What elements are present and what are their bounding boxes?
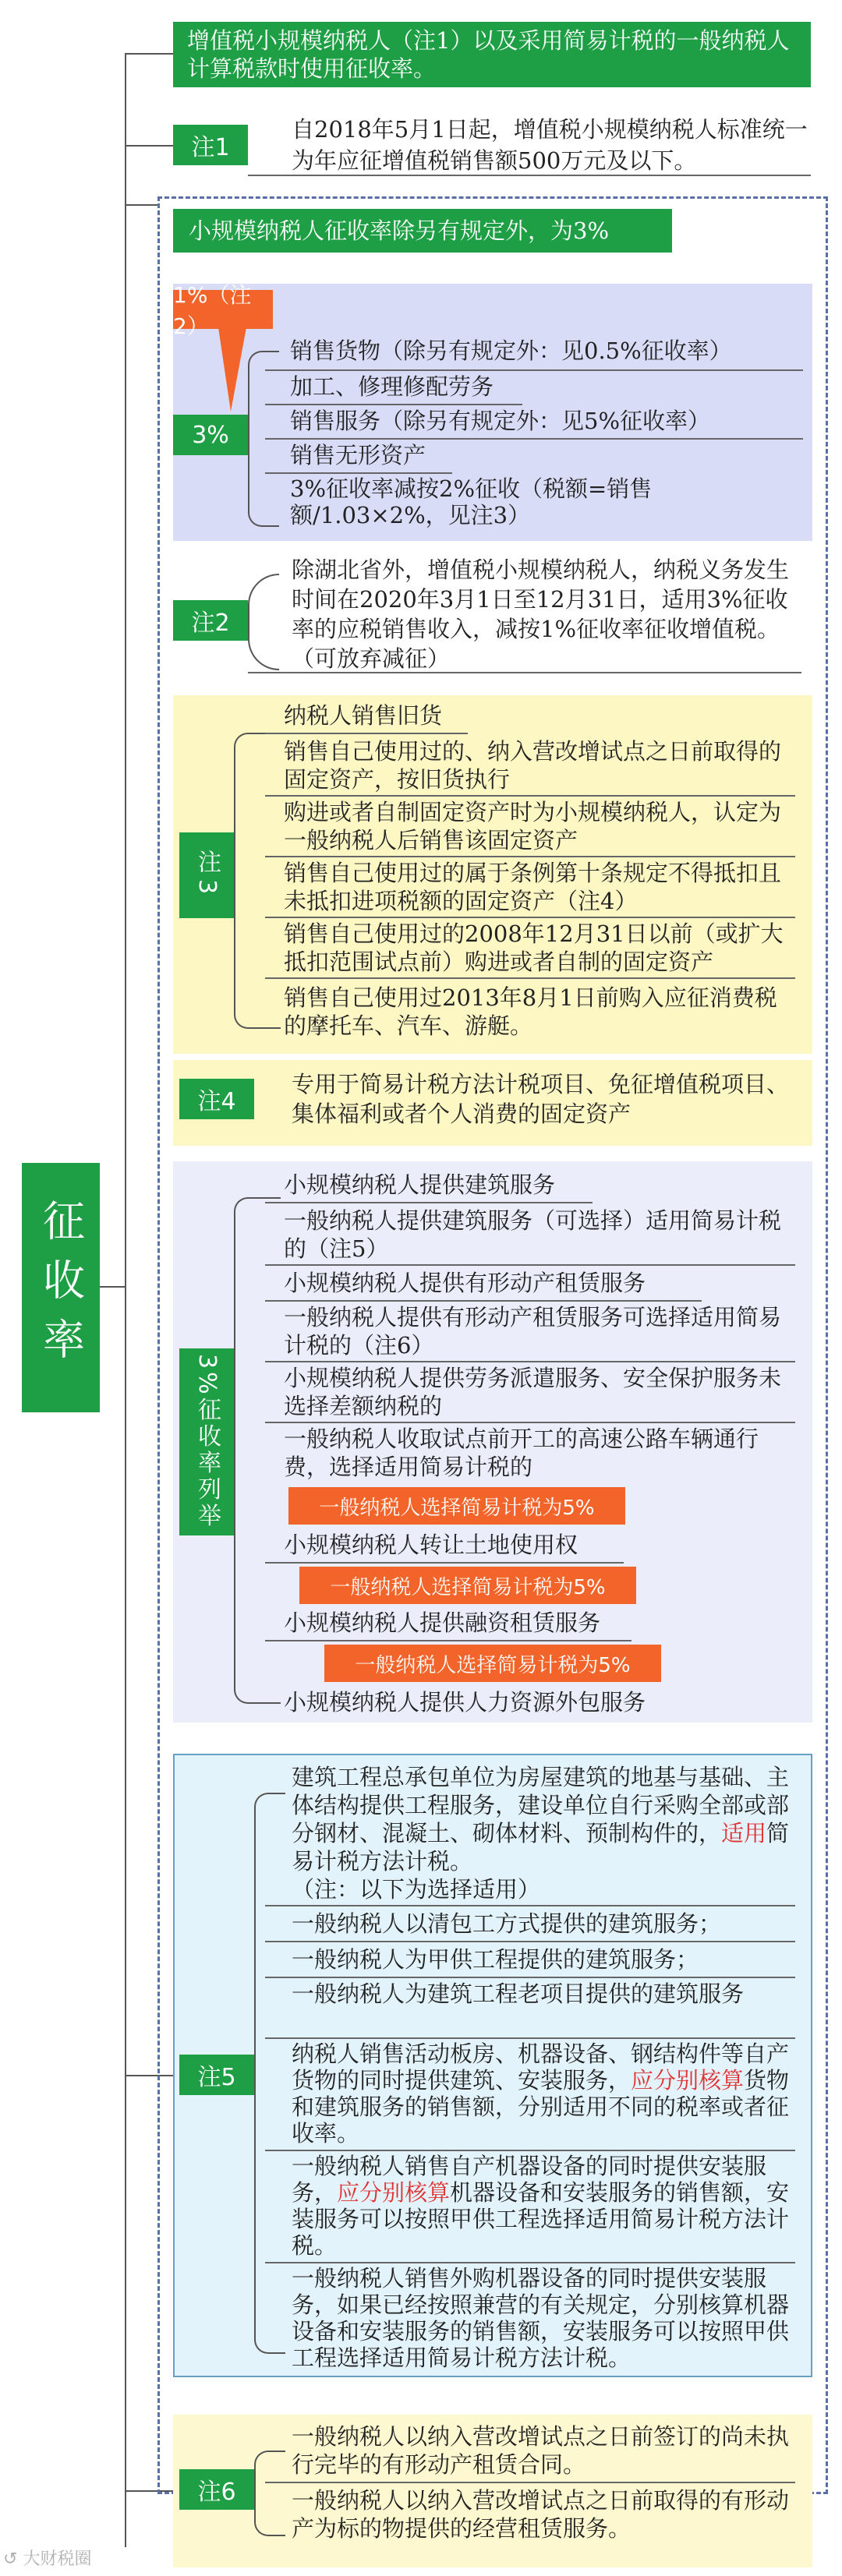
list3-item-4-underline — [265, 1361, 795, 1362]
small-scale-title: 小规模纳税人征收率除另有规定外，为3% — [189, 217, 610, 244]
note1-text: 自2018年5月1日起，增值税小规模纳税人标准统一为年应征增值税销售额500万元及以下。 — [292, 116, 808, 174]
list3-item-6: 一般纳税人收取试点前开工的高速公路车辆通行费，选择适用简易计税的 — [284, 1426, 759, 1480]
note3-item-3-underline — [265, 856, 795, 857]
small-scale-item-4-underline — [265, 472, 452, 474]
list3-item-7-underline — [265, 1562, 624, 1564]
note5-item-2: 一般纳税人为甲供工程提供的建筑服务； — [292, 1946, 699, 1973]
note3-item-1: 纳税人销售旧货 — [284, 702, 443, 729]
note3-item-2: 销售自己使用过的、纳入营改增试点之日前取得的固定资产，按旧货执行 — [284, 738, 782, 793]
list3-item-8-underline — [265, 1640, 632, 1641]
list3-tag — [179, 1348, 234, 1535]
note3-item-4: 销售自己使用过的属于条例第十条规定不得抵扣且未抵扣进项税额的固定资产（注4） — [284, 860, 782, 914]
note3-item-2-underline — [265, 795, 795, 797]
small-scale-item-1: 销售货物（除另有规定外：见0.5%征收率） — [290, 337, 732, 364]
note5-item-4-part-b: 货物和建筑服务的销售额，分别适用不同的税率或者征收率。 — [292, 2067, 790, 2147]
watermark-text: 大财税圈 — [23, 2549, 92, 2569]
note5-intro-note: （注：以下为选择适用） — [292, 1876, 541, 1903]
list3-item-9: 小规模纳税人提供人力资源外包服务 — [284, 1689, 646, 1716]
small-scale-item-3: 销售服务（除另有规定外：见5%征收率） — [290, 408, 711, 434]
list3-item-2-underline — [265, 1264, 795, 1266]
list3-tag-label: 3%征收率列举 — [193, 1354, 221, 1530]
note3-item-3: 购进或者自制固定资产时为小规模纳税人，认定为一般纳税人后销售该固定资产 — [284, 799, 782, 853]
list3-item-5-underline — [265, 1422, 795, 1423]
three-percent-tag-label: 3% — [192, 421, 229, 449]
note6-tag — [179, 2469, 254, 2510]
list3-badge-2-label: 一般纳税人选择简易计税为5% — [330, 1575, 606, 1599]
note3-item-6: 销售自己使用过2013年8月1日前购入应征消费税的摩托车、汽车、游艇。 — [284, 984, 777, 1039]
note5-item-5-part-a: 一般纳税人销售自产机器设备的同时提供安装服务， — [292, 2153, 767, 2206]
small-scale-item-4: 销售无形资产 — [290, 442, 426, 468]
note5-item-5-red: 应分别核算 — [337, 2179, 451, 2206]
note5-brace — [254, 1793, 285, 2354]
branch-smallscale-connector — [125, 204, 157, 206]
note6-tag-label: 注6 — [197, 2479, 236, 2506]
note3-item-1-underline — [265, 733, 468, 734]
list3-item-2: 一般纳税人提供建筑服务（可选择）适用简易计税的（注5） — [284, 1207, 782, 1262]
note2-tag — [173, 600, 248, 641]
callout-1percent — [173, 282, 273, 339]
main-trunk-line — [125, 53, 126, 2547]
note6-item-1-underline — [265, 2482, 795, 2483]
note2-underline — [248, 672, 801, 673]
note5-intro — [292, 1763, 798, 1903]
branch-note1-connector — [125, 145, 173, 147]
note5-item-3: 一般纳税人为建筑工程老项目提供的建筑服务 — [292, 1981, 745, 2007]
note5-intro-underline — [265, 1905, 795, 1906]
note3-item-5: 销售自己使用过的2008年12月31日以前（或扩大抵扣范围试点前）购进或者自制的固定资产 — [284, 921, 784, 975]
note3-item-5-underline — [265, 977, 795, 979]
note6-item-1: 一般纳税人以纳入营改增试点之日前签订的尚未执行完毕的有形动产租赁合同。 — [292, 2423, 790, 2478]
header-text: 增值税小规模纳税人（注1）以及采用简易计税的一般纳税人计算税款时使用征收率。 — [187, 27, 790, 82]
note5-item-3-underline — [265, 2037, 795, 2039]
watermark-logo-icon: ↺ — [3, 2549, 18, 2569]
note1-tag-label: 注1 — [191, 134, 230, 161]
callout-1percent-label: 1%（注2） — [173, 282, 252, 339]
note5-item-4 — [292, 2041, 798, 2147]
note1-underline — [248, 175, 811, 176]
note3-tag — [179, 832, 234, 918]
list3-badge-1 — [288, 1487, 625, 1525]
three-percent-tag — [173, 415, 248, 455]
note5-item-5-underline — [265, 2262, 795, 2263]
main-title-box — [22, 1163, 100, 1412]
note6-item-2: 一般纳税人以纳入营改增试点之日前取得的有形动产为标的物提供的经营租赁服务。 — [292, 2487, 790, 2542]
list3-badge-1-label: 一般纳税人选择简易计税为5% — [319, 1496, 595, 1520]
note5-item-4-red: 应分别核算 — [631, 2067, 745, 2094]
note5-intro-red: 适用 — [721, 1820, 767, 1846]
list3-item-5: 小规模纳税人提供劳务派遣服务、安全保护服务未选择差额纳税的 — [284, 1365, 782, 1419]
list3-item-8: 小规模纳税人提供融资租赁服务 — [284, 1610, 601, 1636]
list3-item-3: 小规模纳税人提供有形动产租赁服务 — [284, 1270, 646, 1296]
note5-item-5-part-b: 机器设备和安装服务的销售额，安装服务可以按照甲供工程选择适用简易计税方法计税。 — [292, 2179, 790, 2259]
note5-item-6: 一般纳税人销售外购机器设备的同时提供安装服务，如果已经按照兼营的有关规定，分别核算机器设备和安装服务的销售额，安装服务可以按照甲供工程选择适用简易计税方法计税。 — [292, 2265, 790, 2371]
note5-intro-part-b: 简易计税方法计税。 — [292, 1820, 790, 1875]
note2-text: 除湖北省外，增值税小规模纳税人，纳税义务发生时间在2020年3月1日至12月31日，适用3%征收率的应税销售收入，减按1%征收率征收增值税。（可放弃减征） — [292, 557, 790, 672]
branch-header-connector — [125, 53, 173, 55]
note5-item-5 — [292, 2153, 798, 2259]
note4-tag — [179, 1079, 254, 1119]
small-scale-item-5: 3%征收率减按2%征收（税额=销售额/1.03×2%，见注3） — [290, 475, 653, 528]
note5-tag — [179, 2055, 254, 2095]
list3-brace — [234, 1197, 281, 1704]
note3-item-4-underline — [265, 917, 795, 918]
callout-pointer-icon — [204, 327, 251, 413]
note1-tag — [173, 125, 248, 165]
list3-badge-3-label: 一般纳税人选择简易计税为5% — [355, 1653, 631, 1677]
main-title-connector — [100, 1286, 125, 1288]
note5-item-4-underline — [265, 2150, 795, 2151]
note5-intro-part-a: 建筑工程总承包单位为房屋建筑的地基与基础、主体结构提供工程服务，建设单位自行采购全部或部分钢材、混凝土、砌体材料、预制构件的， — [292, 1764, 790, 1846]
small-scale-item-2: 加工、修理修配劳务 — [290, 373, 494, 400]
header-box — [173, 22, 811, 87]
list3-item-4: 一般纳税人提供有形动产租赁服务可选择适用简易计税的（注6） — [284, 1304, 782, 1359]
note5-item-1: 一般纳税人以清包工方式提供的建筑服务； — [292, 1910, 722, 1937]
list3-badge-2 — [299, 1567, 636, 1604]
small-scale-title-box — [173, 209, 672, 253]
note2-brace — [248, 574, 279, 670]
main-title: 征收率 — [36, 1199, 86, 1376]
note2-tag-label: 注2 — [191, 610, 230, 637]
list3-item-1: 小规模纳税人提供建筑服务 — [284, 1171, 556, 1198]
list3-item-3-underline — [265, 1300, 702, 1302]
list3-item-1-underline — [265, 1202, 593, 1203]
list3-badge-3 — [324, 1645, 661, 1682]
note4-tag-label: 注4 — [197, 1088, 236, 1115]
note5-item-1-underline — [265, 1941, 795, 1942]
note3-tag-label: 注3 — [193, 850, 221, 901]
note3-brace — [234, 733, 281, 1029]
note4-text: 专用于简易计税方法计税项目、免征增值税项目、集体福利或者个人消费的固定资产 — [292, 1071, 790, 1127]
list3-item-7: 小规模纳税人转让土地使用权 — [284, 1532, 578, 1558]
watermark — [3, 2546, 91, 2570]
note6-brace — [254, 2451, 285, 2536]
note5-item-2-underline — [265, 1977, 795, 1978]
note5-tag-label: 注5 — [197, 2064, 236, 2091]
note5-item-4-part-a: 纳税人销售活动板房、机器设备、钢结构件等自产货物的同时提供建筑、安装服务， — [292, 2041, 790, 2094]
